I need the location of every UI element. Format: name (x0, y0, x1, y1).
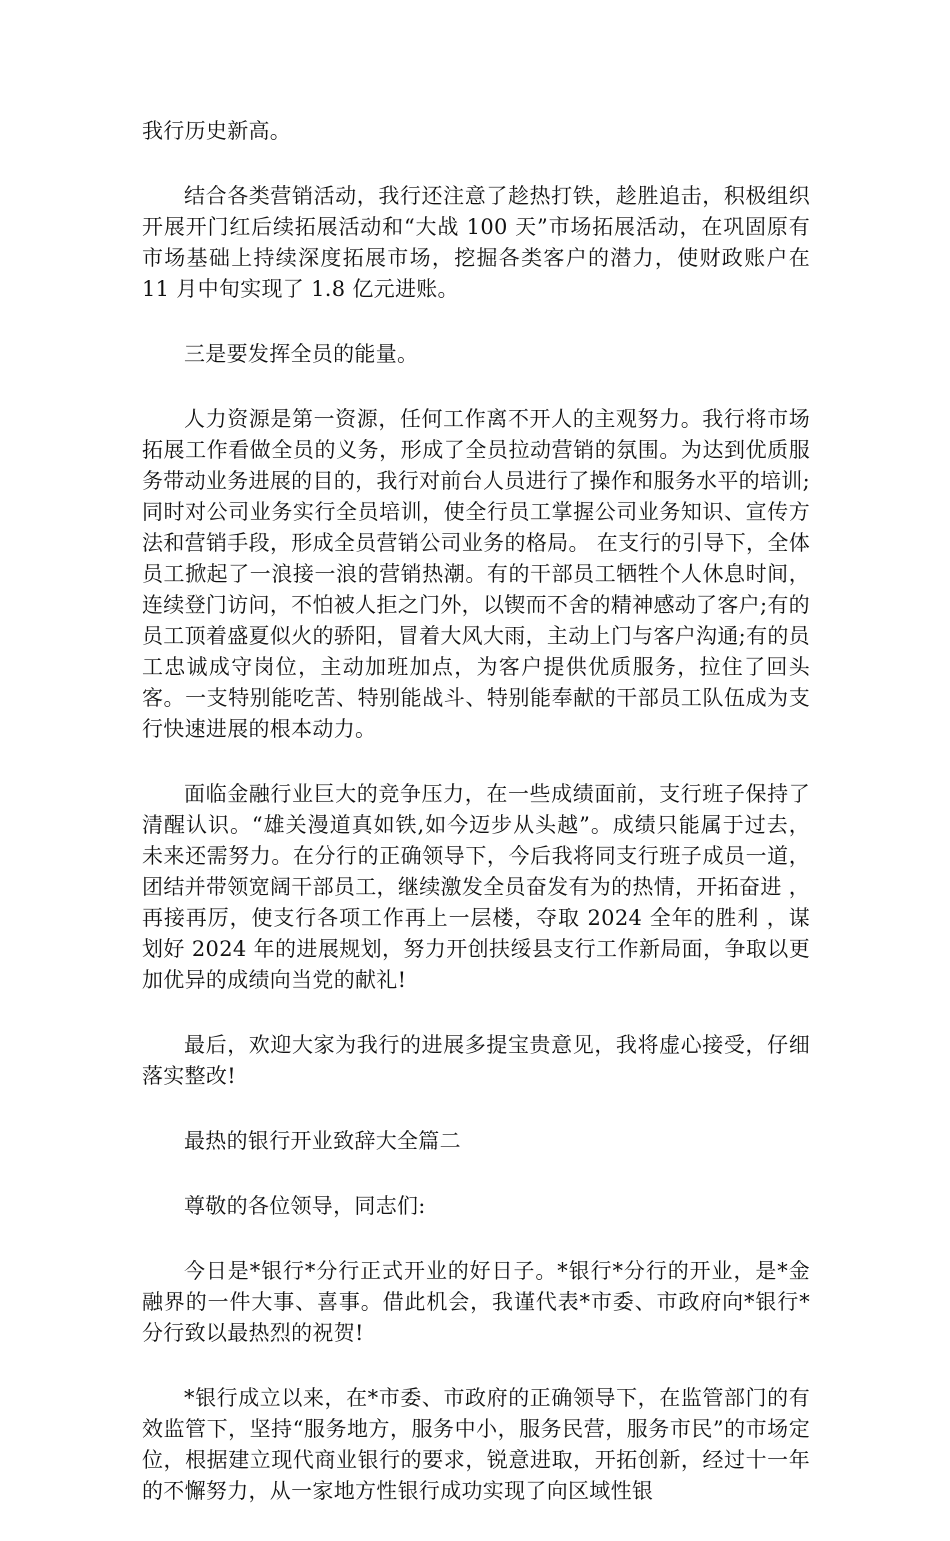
paragraph-bank-history: *银行成立以来，在*市委、市政府的正确领导下，在监管部门的有效监管下，坚持“服务地方，服务中小，服务民营，服务市民”的市场定位，根据建立现代商业银行的要求，锐意进取，开拓创新，经过十一年的不懈努力，从一家地方性银行成功实现了向区域性银 (142, 1386, 810, 1503)
document-body (142, 116, 810, 1541)
paragraph-opening-congratulations: 今日是*银行*分行正式开业的好日子。*银行*分行的开业，是*金融界的一件大事、喜事。借此机会，我谨代表*市委、市政府向*银行*分行致以最热烈的祝贺! (142, 1259, 810, 1345)
salutation: 尊敬的各位领导，同志们: (184, 1194, 426, 1218)
section-title-speech-two: 最热的银行开业致辞大全篇二 (184, 1129, 461, 1153)
paragraph-competition-pressure: 面临金融行业巨大的竞争压力，在一些成绩面前，支行班子保持了清醒认识。“雄关漫道真如铁,如今迈步从头越”。成绩只能属于过去，未来还需努力。在分行的正确领导下，今后我将同支行班子成员一道，团结并带领宽阔干部员工，继续激发全员奋发有为的热情，开拓奋进 ，再接再厉，使支行各项工作再上一层楼，夺取 2024 全年的胜利 ，谋划好 2024 年的进展规划，努力开创扶绥县支行工作新局面，争取以更加优异的成绩向当党的献礼! (142, 782, 810, 992)
paragraph-human-resources: 人力资源是第一资源，任何工作离不开人的主观努力。我行将市场拓展工作看做全员的义务，形成了全员拉动营销的氛围。为达到优质服务带动业务进展的目的，我行对前台人员进行了操作和服务水平的培训;同时对公司业务实行全员培训，使全行员工掌握公司业务知识、宣传方法和营销手段，形成全员营销公司业务的格局。 在支行的引导下，全体员工掀起了一浪接一浪的营销热潮。有的干部员工牺牲个人休息时间，连续登门访问，不怕被人拒之门外，以锲而不舍的精神感动了客户;有的员工顶着盛夏似火的骄阳，冒着大风大雨，主动上门与客户沟通;有的员工忠诚成守岗位，主动加班加点，为客户提供优质服务，拉住了回头客。一支特别能吃苦、特别能战斗、特别能奉献的干部员工队伍成为支行快速进展的根本动力。 (142, 407, 810, 741)
paragraph-marketing-activities: 结合各类营销活动，我行还注意了趁热打铁，趁胜追击，积极组织开展开门红后续拓展活动和“大战 100 天”市场拓展活动，在巩固原有市场基础上持续深度拓展市场，挖掘各类客户的潜力，使财政账户在 11 月中旬实现了 1.8 亿元进账。 (142, 184, 810, 301)
section-heading-staff-energy: 三是要发挥全员的能量。 (184, 342, 419, 366)
paragraph-continuation: 我行历史新高。 (142, 119, 292, 143)
paragraph-closing-remarks: 最后，欢迎大家为我行的进展多提宝贵意见，我将虚心接受，仔细落实整改! (142, 1033, 810, 1088)
